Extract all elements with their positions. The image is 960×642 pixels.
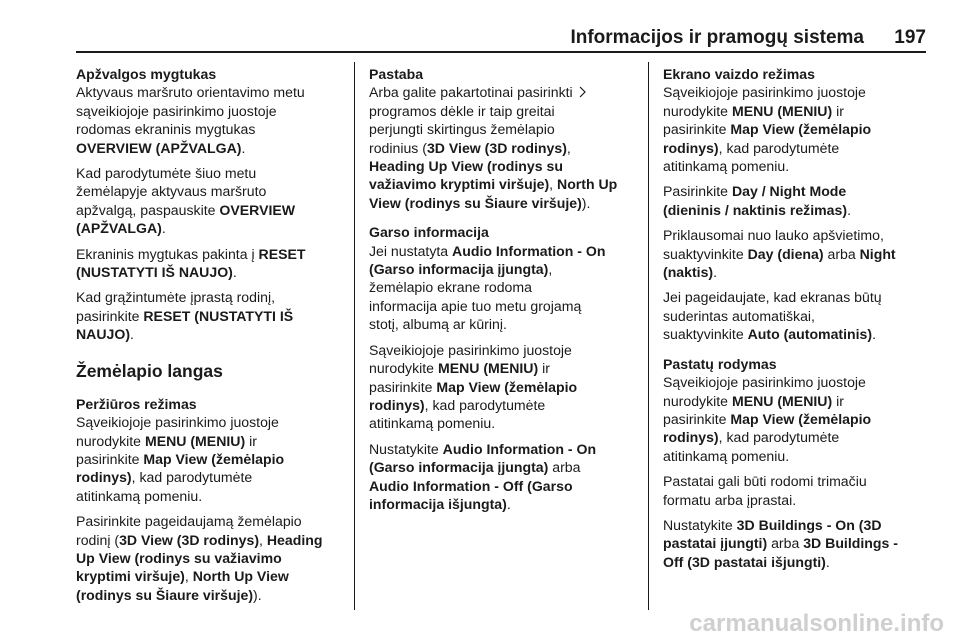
paragraph: Ekraninis mygtukas pakinta į RESET (NUSTATYTI IŠ NAUJO). (76, 245, 306, 281)
paragraph: Priklausomai nuo lauko apšvietimo, suaktyvinkite Day (diena) arba Night (naktis). (663, 227, 896, 281)
note-heading: Pastaba (369, 66, 424, 82)
menu-tray-icon (577, 86, 587, 98)
subheading: Peržiūros režimas (76, 395, 197, 412)
paragraph: Pasirinkite pageidaujamą žemėlapio rodinį (3D View (3D rodinys), Heading Up View (rodinys su važiavimo kryptimi viršuje), North Up View (rodinys su Šiaure viršuje)). (76, 513, 323, 603)
note-paragraph: Arba galite pakartotinai pasirinkti programos dėkle ir taip greitai perjungti skirtingus žemėlapio rodinius (3D View (3D rodinys), Heading Up View (rodinys su važiavimo kryptimi viršuje), North Up View (rodinys su Šiaure viršuje)). (369, 84, 618, 211)
subheading: Garso informacija (369, 224, 489, 241)
subheading: Ekrano vaizdo režimas (663, 66, 815, 82)
column-1 (76, 65, 342, 611)
section-heading: Žemėlapio langas (76, 360, 223, 381)
paragraph: Sąveikiojoje pasirinkimo juostoje nurodykite MENU (MENIU) ir pasirinkite Map View (žemėlapio rodinys), kad parodytumėte atitinkamą pomeniu. (663, 374, 872, 464)
paragraph: Sąveikiojoje pasirinkimo juostoje nurodykite MENU (MENIU) ir pasirinkite Map View (žemėlapio rodinys), kad parodytumėte atitinkamą pomeniu. (76, 414, 285, 504)
paragraph: Jei pageidaujate, kad ekranas būtų suderintas automatiškai, suaktyvinkite Auto (automatinis). (663, 289, 882, 343)
column-3 (663, 65, 929, 578)
paragraph: Nustatykite Audio Information - On (Garso informacija įjungta) arba Audio Information - Off (Garso informacija išjungta). (369, 440, 597, 512)
paragraph: Sąveikiojoje pasirinkimo juostoje nurodykite MENU (MENIU) ir pasirinkite Map View (žemėlapio rodinys), kad parodytumėte atitinkamą pomeniu. (369, 341, 578, 432)
paragraph: Pasirinkite Day / Night Mode (dieninis / naktinis režimas). (663, 183, 851, 218)
paragraph: Sąveikiojoje pasirinkimo juostoje nurodykite MENU (MENIU) ir pasirinkite Map View (žemėlapio rodinys), kad parodytumėte atitinkamą pomeniu. (663, 84, 872, 175)
paragraph: Pastatai gali būti rodomi trimačiu formatu arba įprastai. (663, 473, 867, 508)
subheading: Apžvalgos mygtukas (76, 66, 217, 82)
page-title: Informacijos ir pramogų sistema (570, 27, 864, 48)
subheading: Pastatų rodymas (663, 355, 777, 372)
column-2 (369, 65, 635, 520)
header-divider (76, 51, 926, 53)
column-divider (648, 62, 649, 610)
column-divider (354, 62, 355, 610)
paragraph: Nustatykite 3D Buildings - On (3D pastatai įjungti) arba 3D Buildings - Off (3D pastatai išjungti). (663, 516, 898, 570)
paragraph: Aktyvaus maršruto orientavimo metu sąveikiojoje pasirinkimo juostoje rodomas ekraninis mygtukas OVERVIEW (APŽVALGA). (76, 84, 305, 156)
page-number: 197 (894, 27, 926, 48)
paragraph: Kad grąžintumėte įprastą rodinį, pasirinkite RESET (NUSTATYTI IŠ NAUJO). (76, 289, 294, 343)
watermark: carmanualsonline.info (689, 610, 944, 637)
paragraph: Jei nustatyta Audio Information - On (Garso informacija įjungta), žemėlapio ekrane rodoma informacija apie tuo metu grojamą stotį, albumą ar kūrinį. (369, 242, 606, 333)
paragraph: Kad parodytumėte šiuo metu žemėlapyje aktyvaus maršruto apžvalgą, paspauskite OVERVIEW (APŽVALGA). (76, 165, 296, 237)
